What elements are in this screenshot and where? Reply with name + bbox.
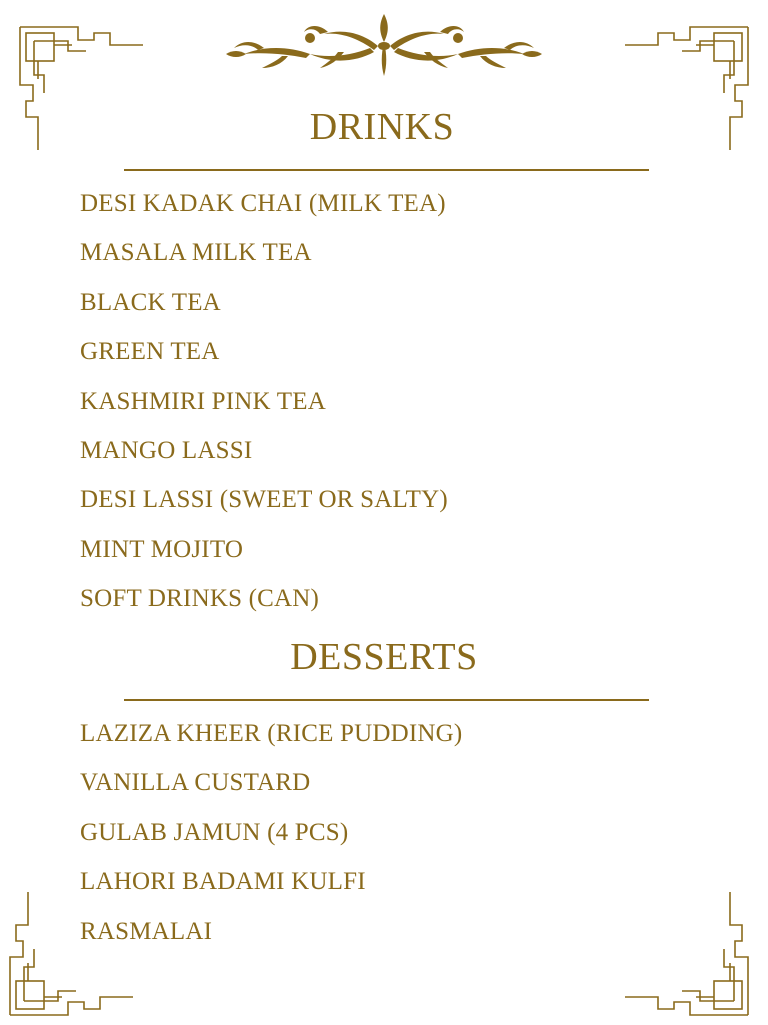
menu-item-masala-milk-tea: MASALA MILK TEA: [80, 239, 312, 267]
menu-item-mint-mojito: MINT MOJITO: [80, 535, 244, 563]
desserts-divider: [124, 699, 649, 701]
corner-ornament-bottom-right-icon: [620, 882, 750, 1017]
menu-item-soft-drinks: SOFT DRINKS (CAN): [80, 585, 320, 613]
menu-item-rasmalai: RASMALAI: [80, 917, 213, 945]
menu-item-desi-kadak-chai: DESI KADAK CHAI (MILK TEA): [80, 190, 446, 217]
desserts-list: [80, 719, 462, 966]
menu-item-kashmiri-pink-tea: KASHMIRI PINK TEA: [80, 387, 327, 415]
menu-item-black-tea: BLACK TEA: [80, 288, 221, 316]
menu-item-laziza-kheer: LAZIZA KHEER (RICE PUDDING): [80, 720, 463, 747]
drinks-section-title: DRINKS: [309, 106, 455, 148]
menu-item-green-tea: GREEN TEA: [80, 338, 220, 366]
drinks-list: [80, 189, 448, 634]
menu-item-mango-lassi: MANGO LASSI: [80, 436, 253, 464]
menu-item-lahori-badami-kulfi: LAHORI BADAMI KULFI: [80, 868, 366, 896]
drinks-divider: [124, 169, 649, 171]
flourish-icon: [224, 12, 544, 78]
menu-item-desi-lassi: DESI LASSI (SWEET OR SALTY): [80, 486, 448, 514]
desserts-section-title: DESSERTS: [290, 636, 478, 678]
menu-item-vanilla-custard: VANILLA CUSTARD: [80, 769, 311, 797]
menu-item-gulab-jamun: GULAB JAMUN (4 PCS): [80, 818, 349, 846]
